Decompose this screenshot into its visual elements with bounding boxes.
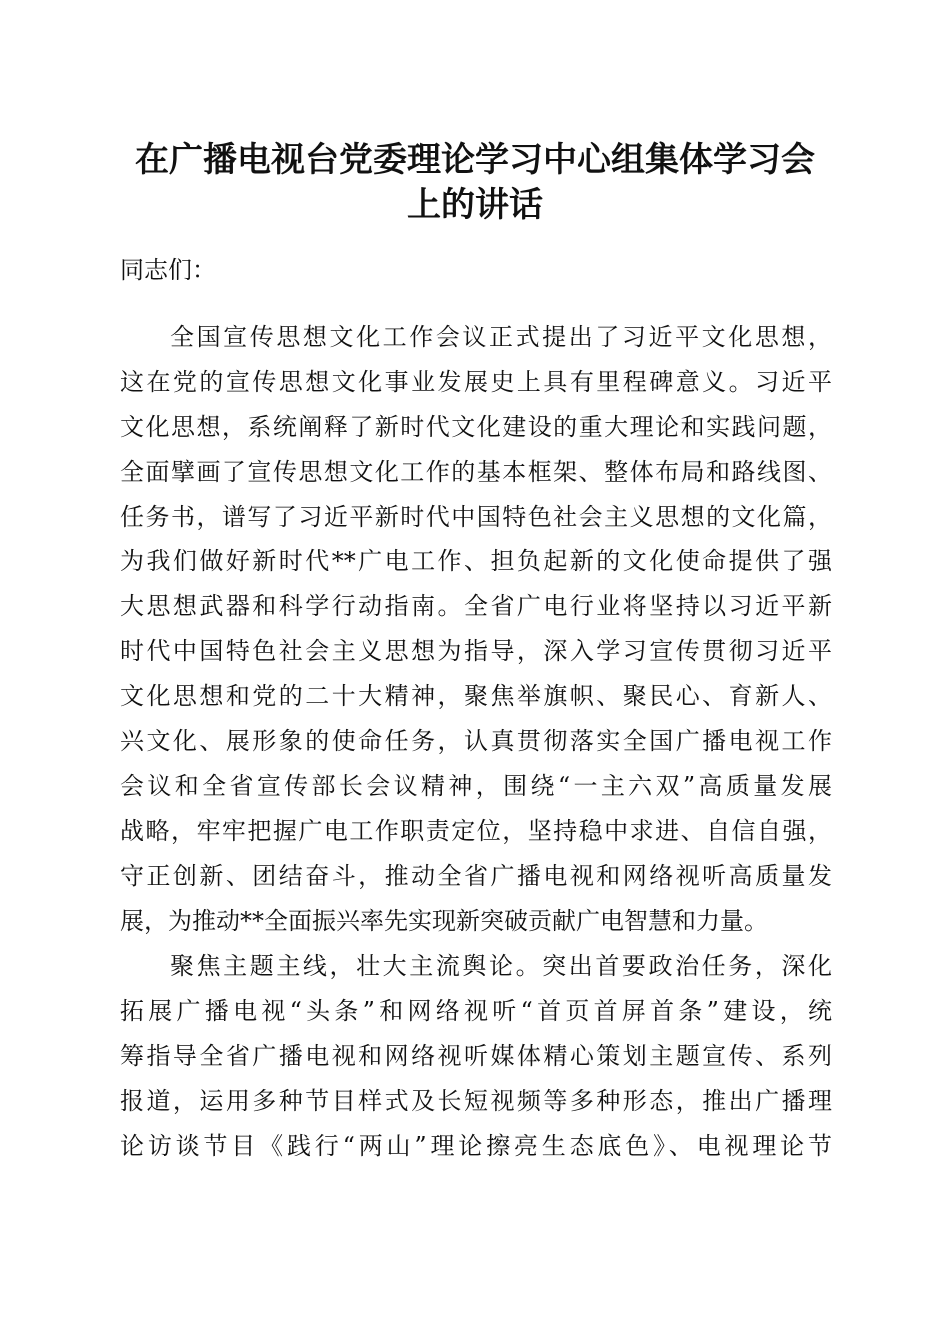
text-line: 聚焦主题主线，壮大主流舆论。突出首要政治任务，深化 — [170, 952, 832, 980]
text-line: 大思想武器和科学行动指南。全省广电行业将坚持以习近平新 — [120, 592, 832, 621]
paragraph-1 — [120, 315, 832, 943]
text-line: 展，为推动**全面振兴率先实现新突破贡献广电智慧和力量。 — [120, 906, 768, 935]
text-line: 全面擘画了宣传思想文化工作的基本框架、整体布局和路线图、 — [120, 457, 832, 486]
text-line: 拓展广播电视“头条”和网络视听“首页首屏首条”建设，统 — [120, 996, 832, 1025]
text-line: 任务书，谱写了习近平新时代中国特色社会主义思想的文化篇， — [120, 502, 832, 531]
text-line: 守正创新、团结奋斗，推动全省广播电视和网络视听高质量发 — [120, 861, 832, 890]
text-line: 兴文化、展形象的使命任务，认真贯彻落实全国广播电视工作 — [120, 727, 832, 756]
salutation: 同志们： — [120, 256, 216, 284]
text-line: 这在党的宣传思想文化事业发展史上具有里程碑意义。习近平 — [120, 367, 832, 396]
text-line: 文化思想和党的二十大精神，聚焦举旗帜、聚民心、育新人、 — [120, 682, 832, 711]
text-line: 报道，运用多种节目样式及长短视频等多种形态，推出广播理 — [120, 1086, 832, 1115]
text-line: 战略，牢牢把握广电工作职责定位，坚持稳中求进、自信自强， — [120, 816, 832, 845]
text-line: 全国宣传思想文化工作会议正式提出了习近平文化思想， — [170, 323, 832, 351]
text-line: 时代中国特色社会主义思想为指导，深入学习宣传贯彻习近平 — [120, 637, 832, 666]
text-line: 论访谈节目《践行“两山”理论擦亮生态底色》、电视理论节 — [120, 1131, 832, 1160]
document-title-line-2: 上的讲话 — [407, 185, 543, 225]
text-line: 筹指导全省广播电视和网络视听媒体精心策划主题宣传、系列 — [120, 1041, 832, 1070]
text-line: 文化思想，系统阐释了新时代文化建设的重大理论和实践问题， — [120, 412, 832, 441]
document-title-line-1: 在广播电视台党委理论学习中心组集体学习会 — [135, 140, 815, 180]
paragraph-2 — [120, 944, 832, 1168]
text-line: 为我们做好新时代**广电工作、担负起新的文化使命提供了强 — [120, 547, 832, 576]
text-line: 会议和全省宣传部长会议精神，围绕“一主六双”高质量发展 — [120, 771, 832, 800]
